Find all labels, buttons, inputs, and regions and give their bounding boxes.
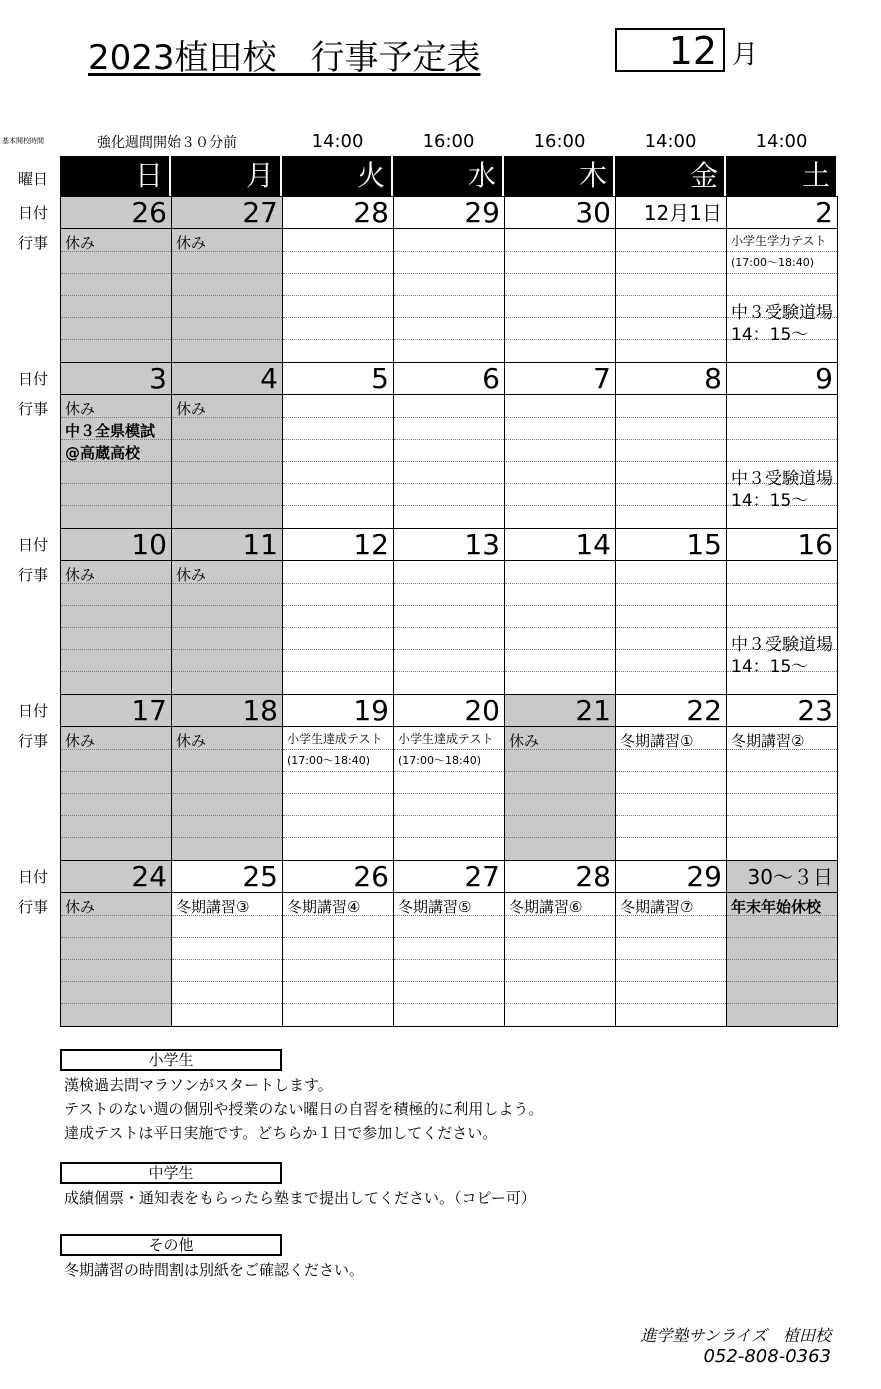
month-suffix: 月 [732,40,759,70]
day-cell [615,694,727,861]
hour-0: 14:00 [311,131,364,152]
day-date: 18 [172,695,282,727]
dotted-line [172,837,282,838]
dotted-line [61,837,171,838]
dotted-line [394,649,504,650]
dotted-line [394,771,504,772]
event-text: 中３受験道場 [731,303,833,323]
weekday-header-1: 月 [171,156,282,196]
dotted-line [394,483,504,484]
day-cell [282,362,394,529]
date-label: 日付 [18,868,49,886]
dotted-line [61,959,171,960]
day-cell [60,528,172,695]
day-cell [171,860,283,1027]
day-date: 15 [616,529,726,561]
dotted-line [61,649,171,650]
dotted-line [505,461,615,462]
dotted-line [172,605,282,606]
dotted-line [283,417,393,418]
day-date: 27 [394,861,504,893]
dotted-line [61,937,171,938]
hour-4: 14:00 [755,131,808,152]
dotted-line [727,295,837,296]
event-text: (17:00～18:40) [287,754,370,767]
dotted-line [283,251,393,252]
dotted-line [616,959,726,960]
dotted-line [172,771,282,772]
dotted-line [283,295,393,296]
day-cell [504,528,616,695]
event-text: 冬期講習⑥ [509,898,583,916]
day-cell [504,362,616,529]
event-text: 小学生達成テスト [287,732,383,746]
event-text: 休み [65,400,96,418]
dotted-line [283,815,393,816]
dotted-line [394,461,504,462]
day-cell [60,694,172,861]
dotted-line [394,251,504,252]
dotted-line [172,461,282,462]
day-cell [726,196,838,363]
dotted-line [172,505,282,506]
hour-1: 16:00 [422,131,475,152]
dotted-line [172,981,282,982]
dotted-line [505,317,615,318]
weekday-header-0: 日 [60,156,171,196]
dotted-line [283,605,393,606]
day-cell [393,694,505,861]
page-title: 2023植田校 行事予定表 [88,38,481,78]
day-cell [282,528,394,695]
dotted-line [283,273,393,274]
dotted-line [505,627,615,628]
dotted-line [61,505,171,506]
dotted-line [172,339,282,340]
dotted-line [394,583,504,584]
day-date: 30～３日 [727,861,837,893]
day-cell [60,860,172,1027]
event-text: 14：15～ [731,657,809,677]
dotted-line [616,583,726,584]
dotted-line [616,627,726,628]
day-date: 29 [616,861,726,893]
dotted-line [394,273,504,274]
dotted-line [283,339,393,340]
dotted-line [616,339,726,340]
dotted-line [283,671,393,672]
event-text: @高蔵高校 [65,444,141,462]
event-label: 行事 [18,898,49,916]
event-label: 行事 [18,566,49,584]
dotted-line [616,937,726,938]
dotted-line [505,937,615,938]
dotted-line [727,981,837,982]
day-cell [726,362,838,529]
section-note: 達成テストは平日実施です。どちらか１日で参加してください。 [64,1124,498,1142]
dotted-line [505,959,615,960]
event-text: 休み [176,732,207,750]
day-date: 25 [172,861,282,893]
dotted-line [172,317,282,318]
date-label: 日付 [18,370,49,388]
event-text: 休み [176,234,207,252]
dotted-line [283,461,393,462]
dotted-line [505,295,615,296]
day-date: 27 [172,197,282,229]
dotted-line [283,317,393,318]
dotted-line [283,749,393,750]
dotted-line [616,317,726,318]
dotted-line [727,417,837,418]
day-date: 2 [727,197,837,229]
dotted-line [172,295,282,296]
dotted-line [505,505,615,506]
dotted-line [727,937,837,938]
day-cell [171,362,283,529]
dotted-line [172,483,282,484]
dotted-line [505,605,615,606]
dotted-line [61,981,171,982]
dotted-line [61,815,171,816]
hours-note: 強化週間開始３０分前 [97,135,237,151]
day-date: 12月1日 [616,197,726,229]
day-date: 28 [505,861,615,893]
day-date: 21 [505,695,615,727]
day-date: 22 [616,695,726,727]
weekday-header-5: 金 [615,156,726,196]
dotted-line [727,439,837,440]
footer-school: 進学塾サンライズ 植田校 [640,1326,831,1345]
dotted-line [505,251,615,252]
dotted-line [61,793,171,794]
weekday-header-3: 水 [393,156,504,196]
dotted-line [616,981,726,982]
day-date: 26 [283,861,393,893]
dotted-line [172,959,282,960]
dotted-line [61,317,171,318]
dotted-line [616,483,726,484]
dotted-line [172,649,282,650]
day-cell [615,196,727,363]
event-text: 小学生達成テスト [398,732,494,746]
dotted-line [394,295,504,296]
event-text: (17:00～18:40) [398,754,481,767]
dotted-line [61,627,171,628]
day-cell [615,362,727,529]
dotted-line [505,649,615,650]
event-text: 中３全県模試 [65,422,156,440]
dotted-line [172,815,282,816]
dotted-line [61,339,171,340]
day-cell [171,528,283,695]
dotted-line [394,317,504,318]
dotted-line [172,671,282,672]
dotted-line [172,439,282,440]
dotted-line [727,461,837,462]
day-cell [504,860,616,1027]
day-cell [615,860,727,1027]
section-title: その他 [60,1234,282,1256]
day-cell [726,694,838,861]
dotted-line [505,981,615,982]
dotted-line [616,815,726,816]
day-date: 9 [727,363,837,395]
dotted-line [616,771,726,772]
event-text: 冬期講習⑦ [620,898,694,916]
event-text: 冬期講習③ [176,898,250,916]
day-date: 7 [505,363,615,395]
day-date: 30 [505,197,615,229]
day-date: 29 [394,197,504,229]
dotted-line [727,1003,837,1004]
dotted-line [283,981,393,982]
dotted-line [394,671,504,672]
dotted-line [505,583,615,584]
event-text: 休み [65,566,96,584]
dotted-line [172,1003,282,1004]
event-text: 中３受験道場 [731,469,833,489]
dotted-line [283,583,393,584]
dotted-line [616,793,726,794]
section-note: 漢検過去問マラソンがスタートします。 [64,1076,333,1094]
day-date: 28 [283,197,393,229]
event-text: 休み [65,898,96,916]
dotted-line [394,981,504,982]
event-text: 休み [509,732,540,750]
dotted-line [394,605,504,606]
dotted-line [616,1003,726,1004]
dotted-line [505,339,615,340]
dotted-line [394,959,504,960]
dotted-line [505,273,615,274]
dotted-line [394,339,504,340]
dotted-line [616,417,726,418]
day-cell [282,196,394,363]
dotted-line [172,937,282,938]
day-date: 20 [394,695,504,727]
dotted-line [505,439,615,440]
dotted-line [727,583,837,584]
section-note: 冬期講習の時間割は別紙をご確認ください。 [64,1261,365,1279]
dotted-line [394,417,504,418]
event-text: 冬期講習① [620,732,694,750]
event-text: 14：15～ [731,325,809,345]
event-label: 行事 [18,234,49,252]
day-date: 8 [616,363,726,395]
hour-2: 16:00 [533,131,586,152]
dotted-line [394,749,504,750]
dotted-line [505,417,615,418]
day-date: 11 [172,529,282,561]
dotted-line [283,505,393,506]
dotted-line [61,671,171,672]
event-text: 休み [176,566,207,584]
day-cell [171,196,283,363]
dotted-line [283,837,393,838]
event-text: 年末年始休校 [731,898,822,916]
weekday-header-6: 土 [726,156,838,196]
day-cell [726,528,838,695]
hours-label: 基本開校時間 [2,137,44,145]
event-label: 行事 [18,732,49,750]
dotted-line [394,627,504,628]
dotted-line [616,605,726,606]
day-date: 16 [727,529,837,561]
date-label: 日付 [18,536,49,554]
day-date: 5 [283,363,393,395]
dotted-line [394,937,504,938]
dotted-line [283,959,393,960]
dotted-line [616,251,726,252]
day-cell [282,694,394,861]
day-cell [60,196,172,363]
dotted-line [283,627,393,628]
dotted-line [505,837,615,838]
event-text: 休み [65,234,96,252]
day-cell [615,528,727,695]
dotted-line [172,627,282,628]
event-text: 小学生学力テスト [731,234,827,248]
dotted-line [61,771,171,772]
dotted-line [394,837,504,838]
dotted-line [616,273,726,274]
day-date: 10 [61,529,171,561]
day-cell [726,860,838,1027]
dotted-line [727,837,837,838]
dotted-line [61,273,171,274]
date-label: 日付 [18,702,49,720]
dotted-line [616,295,726,296]
event-text: 休み [176,400,207,418]
day-date: 6 [394,363,504,395]
dotted-line [727,273,837,274]
dotted-line [283,483,393,484]
day-date: 14 [505,529,615,561]
dotted-line [505,483,615,484]
weekday-label: 曜日 [18,170,49,188]
day-cell [393,860,505,1027]
weekday-header-4: 木 [504,156,615,196]
day-date: 24 [61,861,171,893]
event-text: 冬期講習② [731,732,805,750]
dotted-line [727,959,837,960]
dotted-line [505,771,615,772]
event-text: (17:00～18:40) [731,256,814,269]
dotted-line [172,273,282,274]
dotted-line [727,793,837,794]
dotted-line [61,1003,171,1004]
month-number: 12 [615,28,725,72]
date-label: 日付 [18,204,49,222]
dotted-line [394,793,504,794]
day-cell [504,694,616,861]
day-cell [171,694,283,861]
dotted-line [616,461,726,462]
event-text: 冬期講習④ [287,898,361,916]
dotted-line [283,649,393,650]
event-label: 行事 [18,400,49,418]
section-note: 成績個票・通知表をもらったら塾まで提出してください。（コピー可） [64,1189,536,1207]
day-cell [393,528,505,695]
day-date: 13 [394,529,504,561]
event-text: 冬期講習⑤ [398,898,472,916]
dotted-line [727,815,837,816]
dotted-line [505,793,615,794]
section-title: 小学生 [60,1049,282,1071]
day-cell [60,362,172,529]
day-date: 17 [61,695,171,727]
weekday-header-2: 火 [282,156,393,196]
dotted-line [61,483,171,484]
dotted-line [172,793,282,794]
dotted-line [505,671,615,672]
section-title: 中学生 [60,1162,282,1184]
dotted-line [394,815,504,816]
dotted-line [616,439,726,440]
dotted-line [727,771,837,772]
hour-3: 14:00 [644,131,697,152]
day-date: 3 [61,363,171,395]
day-cell [504,196,616,363]
dotted-line [616,649,726,650]
day-date: 26 [61,197,171,229]
day-cell [393,196,505,363]
day-date: 4 [172,363,282,395]
footer-phone: 052-808-0363 [703,1346,831,1367]
day-date: 19 [283,695,393,727]
day-cell [282,860,394,1027]
event-text: 休み [65,732,96,750]
event-text: 中３受験道場 [731,635,833,655]
dotted-line [394,1003,504,1004]
dotted-line [283,937,393,938]
dotted-line [61,295,171,296]
dotted-line [283,1003,393,1004]
dotted-line [727,605,837,606]
dotted-line [727,627,837,628]
day-date: 12 [283,529,393,561]
dotted-line [283,793,393,794]
dotted-line [616,505,726,506]
dotted-line [505,815,615,816]
dotted-line [727,251,837,252]
section-note: テストのない週の個別や授業のない曜日の自習を積極的に利用しよう。 [64,1100,544,1118]
day-cell [393,362,505,529]
dotted-line [394,439,504,440]
dotted-line [394,505,504,506]
dotted-line [283,771,393,772]
dotted-line [616,671,726,672]
dotted-line [616,837,726,838]
dotted-line [505,1003,615,1004]
event-text: 14：15～ [731,491,809,511]
dotted-line [283,439,393,440]
dotted-line [61,605,171,606]
day-date: 23 [727,695,837,727]
